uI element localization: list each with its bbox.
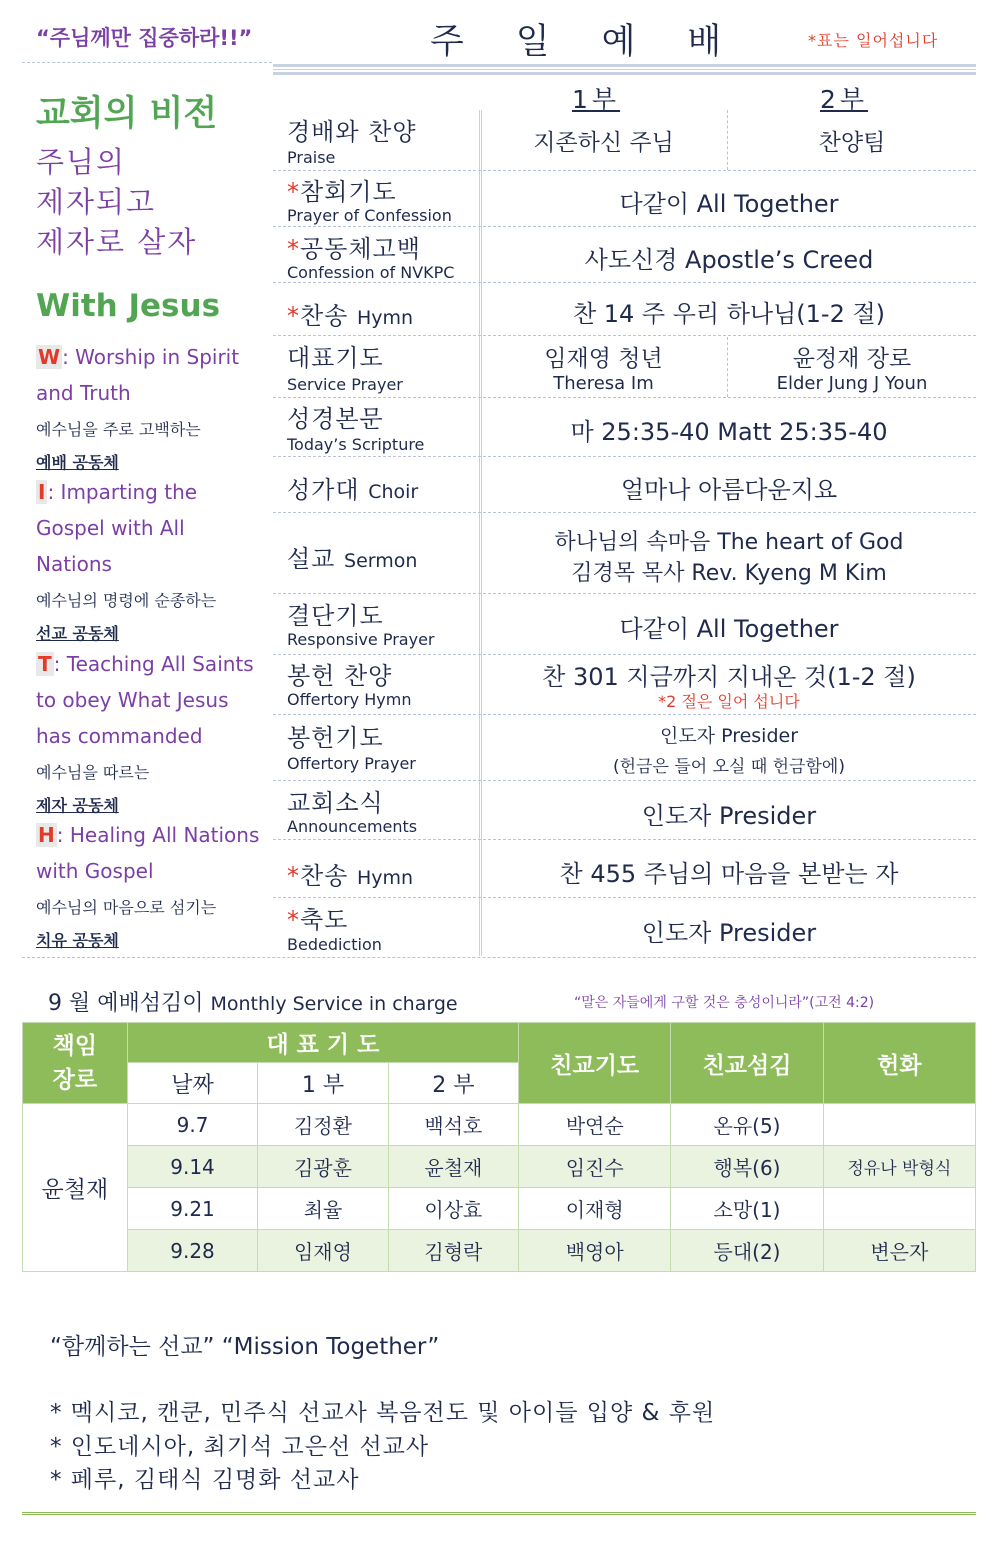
vision-letter: H <box>38 823 55 847</box>
cell-second: 백석호 <box>388 1104 518 1146</box>
vision-text: : Imparting the Gospel with All Nations <box>36 480 198 576</box>
cell-first: 임재영 <box>258 1230 388 1272</box>
with-jesus-heading: With Jesus <box>36 288 221 324</box>
mission-title: “함께하는 선교” “Mission Together” <box>50 1334 440 1360</box>
order-value: 인도자 Presider <box>641 802 817 830</box>
header-fellowship-prayer: 친교기도 <box>519 1023 671 1104</box>
row-divider <box>273 226 976 227</box>
order-item-subtitle: Offertory Hymn <box>287 690 412 709</box>
row-divider <box>273 282 976 283</box>
row-divider <box>273 512 976 513</box>
header-flowers: 헌화 <box>823 1023 975 1104</box>
table-row <box>23 1230 976 1272</box>
order-value: 인도자 Presider <box>659 725 799 747</box>
vision-community: 예배 공동체 <box>36 453 119 472</box>
cell-fellowship-service: 행복(6) <box>671 1146 823 1188</box>
table-row <box>23 1188 976 1230</box>
cell-flowers: 변은자 <box>823 1230 975 1272</box>
vision-letter: W <box>38 345 61 369</box>
row-divider <box>273 780 976 781</box>
order-value: 얼마나 아름다운지요 <box>620 476 838 504</box>
order-item-title: 성경본문 <box>287 405 384 433</box>
cell-fellowship-service: 등대(2) <box>671 1230 823 1272</box>
row-divider <box>273 593 976 594</box>
order-value: 다같이 All Together <box>619 615 839 643</box>
column-heading-second: 2부 <box>820 85 869 114</box>
order-value-first: 임재영 청년 <box>544 346 663 372</box>
order-value-first: 지존하신 주님 <box>533 130 674 156</box>
order-item-subtitle: Responsive Prayer <box>287 630 435 649</box>
vision-title: 교회의 비전 <box>36 94 218 134</box>
table-row <box>23 1104 976 1146</box>
cell-flowers <box>823 1188 975 1230</box>
order-value-preacher: 김경목 목사 Rev. Kyeng M Kim <box>571 561 887 586</box>
order-value-second: 윤정재 장로 <box>792 346 912 372</box>
order-value: 사도신경 Apostle’s Creed <box>584 246 874 274</box>
cell-second: 윤철재 <box>388 1146 518 1188</box>
cell-fellowship-prayer: 이재형 <box>519 1188 671 1230</box>
mission-item: * 멕시코, 캔쿤, 민주식 선교사 복음전도 및 아이들 입양 & 후원 <box>50 1400 716 1426</box>
header-date: 날짜 <box>127 1063 258 1104</box>
vision-sub: 예수님을 따르는 <box>36 763 150 782</box>
cell-first: 김정환 <box>258 1104 388 1146</box>
order-value-second: 찬양팀 <box>818 130 886 156</box>
divider <box>22 62 272 63</box>
cell-date: 9.7 <box>127 1104 258 1146</box>
vision-text: : Healing All Nations with Gospel <box>36 823 260 883</box>
mission-item: * 페루, 김태식 김명화 선교사 <box>50 1467 360 1493</box>
stand-note-verse: *2 절은 일어 섭니다 <box>658 692 800 711</box>
order-item-subtitle: Prayer of Confession <box>287 206 452 225</box>
header-first: 1 부 <box>258 1063 388 1104</box>
monthly-verse: “말은 자들에게 구할 것은 충성이니라”(고전 4:2) <box>574 995 875 1011</box>
order-item-subtitle: Today’s Scripture <box>287 435 425 454</box>
cell-fellowship-prayer: 임진수 <box>519 1146 671 1188</box>
row-divider <box>273 456 976 457</box>
bottom-divider <box>22 1512 976 1517</box>
order-value: 하나님의 속마음 The heart of God <box>554 530 904 555</box>
vision-item-t <box>36 646 266 754</box>
order-item-title: 봉헌 찬양 <box>287 662 393 690</box>
row-divider <box>273 839 976 840</box>
vision-community: 선교 공동체 <box>36 624 119 643</box>
order-item-subtitle: Announcements <box>287 817 418 836</box>
order-item-title: 결단기도 <box>287 602 384 630</box>
order-value: 찬 455 주님의 마음을 본받는 자 <box>559 860 899 888</box>
row-divider <box>273 714 976 715</box>
cell-date: 9.28 <box>127 1230 258 1272</box>
vision-item-h <box>36 817 266 889</box>
cell-date: 9.14 <box>127 1146 258 1188</box>
page-title: 주일예배 <box>430 22 774 62</box>
header-fellowship-service: 친교섬김 <box>671 1023 823 1104</box>
cell-flowers: 정유나 박형식 <box>823 1146 975 1188</box>
cell-second: 김형락 <box>388 1230 518 1272</box>
order-item-subtitle: Praise <box>287 148 336 167</box>
vision-letter: I <box>38 480 46 504</box>
vision-community: 치유 공동체 <box>36 931 119 950</box>
double-divider <box>273 64 976 75</box>
cell-fellowship-prayer: 박연순 <box>519 1104 671 1146</box>
order-item-title: *축도 <box>287 906 349 934</box>
order-value-second-en: Elder Jung J Youn <box>776 373 928 394</box>
vision-community: 제자 공동체 <box>36 796 119 815</box>
motto: “주님께만 집중하라!!” <box>36 26 253 50</box>
order-item-title: *참회기도 <box>287 178 397 206</box>
order-item-title: *찬송 Hymn <box>287 862 414 890</box>
row-divider <box>273 897 976 898</box>
order-item-title: 성가대 Choir <box>287 476 419 504</box>
vision-line: 제자되고 <box>36 185 157 219</box>
cell-first: 김광훈 <box>258 1146 388 1188</box>
order-item-subtitle: Offertory Prayer <box>287 754 416 773</box>
cell-first: 최율 <box>258 1188 388 1230</box>
column-heading-first: 1부 <box>572 85 621 114</box>
section-divider <box>22 957 976 958</box>
row-divider <box>273 397 976 398</box>
row-divider <box>273 170 976 171</box>
header-elder: 책임 장로 <box>23 1023 128 1104</box>
vision-sub: 예수님의 마음으로 섬기는 <box>36 898 217 917</box>
cell-second: 이상효 <box>388 1188 518 1230</box>
cell-fellowship-service: 온유(5) <box>671 1104 823 1146</box>
monthly-service-title: 9 월 예배섬김이 Monthly Service in charge <box>48 991 458 1016</box>
row-divider <box>273 335 976 336</box>
vision-letter: T <box>38 652 52 676</box>
cell-fellowship-prayer: 백영아 <box>519 1230 671 1272</box>
order-item-title: *찬송 Hymn <box>287 302 414 330</box>
vision-text: : Worship in Spirit and Truth <box>36 345 240 405</box>
stand-note: *표는 일어섭니다 <box>808 31 939 50</box>
order-value-note: (헌금은 들어 오실 때 헌금함에) <box>613 757 845 777</box>
cell-fellowship-service: 소망(1) <box>671 1188 823 1230</box>
vision-item-w <box>36 339 266 411</box>
cell-flowers <box>823 1104 975 1146</box>
order-item-subtitle: Bedediction <box>287 935 382 954</box>
table-row <box>23 1146 976 1188</box>
order-item-title: 설교 Sermon <box>287 545 418 573</box>
vision-item-i <box>36 474 266 582</box>
order-item-title: 봉헌기도 <box>287 724 384 752</box>
vision-text: : Teaching All Saints to obey What Jesus has commanded <box>36 652 254 748</box>
order-item-subtitle: Service Prayer <box>287 375 403 394</box>
order-value: 다같이 All Together <box>619 190 839 218</box>
order-value: 찬 14 주 우리 하나님(1-2 절) <box>572 300 886 328</box>
header-prayer: 대 표 기 도 <box>127 1023 518 1063</box>
vision-line: 주님의 <box>36 145 127 179</box>
monthly-service-table <box>22 1022 976 1272</box>
row-divider <box>273 654 976 655</box>
order-value: 인도자 Presider <box>641 919 817 947</box>
order-item-title: 경배와 찬양 <box>287 118 417 146</box>
vision-line: 제자로 살자 <box>36 225 198 259</box>
order-item-title: *공동체고백 <box>287 235 421 263</box>
order-value-first-en: Theresa Im <box>553 373 654 394</box>
elder-name: 윤철재 <box>23 1104 128 1272</box>
cell-date: 9.21 <box>127 1188 258 1230</box>
order-item-title: 교회소식 <box>287 789 384 817</box>
order-value: 찬 301 지금까지 지내온 것(1-2 절) <box>542 663 916 691</box>
order-item-title: 대표기도 <box>287 344 384 372</box>
vision-sub: 예수님을 주로 고백하는 <box>36 420 201 439</box>
mission-item: * 인도네시아, 최기석 고은선 선교사 <box>50 1434 430 1460</box>
order-value: 마 25:35-40 Matt 25:35-40 <box>570 418 888 446</box>
order-item-subtitle: Confession of NVKPC <box>287 263 455 282</box>
header-second: 2 부 <box>388 1063 518 1104</box>
vision-sub: 예수님의 명령에 순종하는 <box>36 591 217 610</box>
